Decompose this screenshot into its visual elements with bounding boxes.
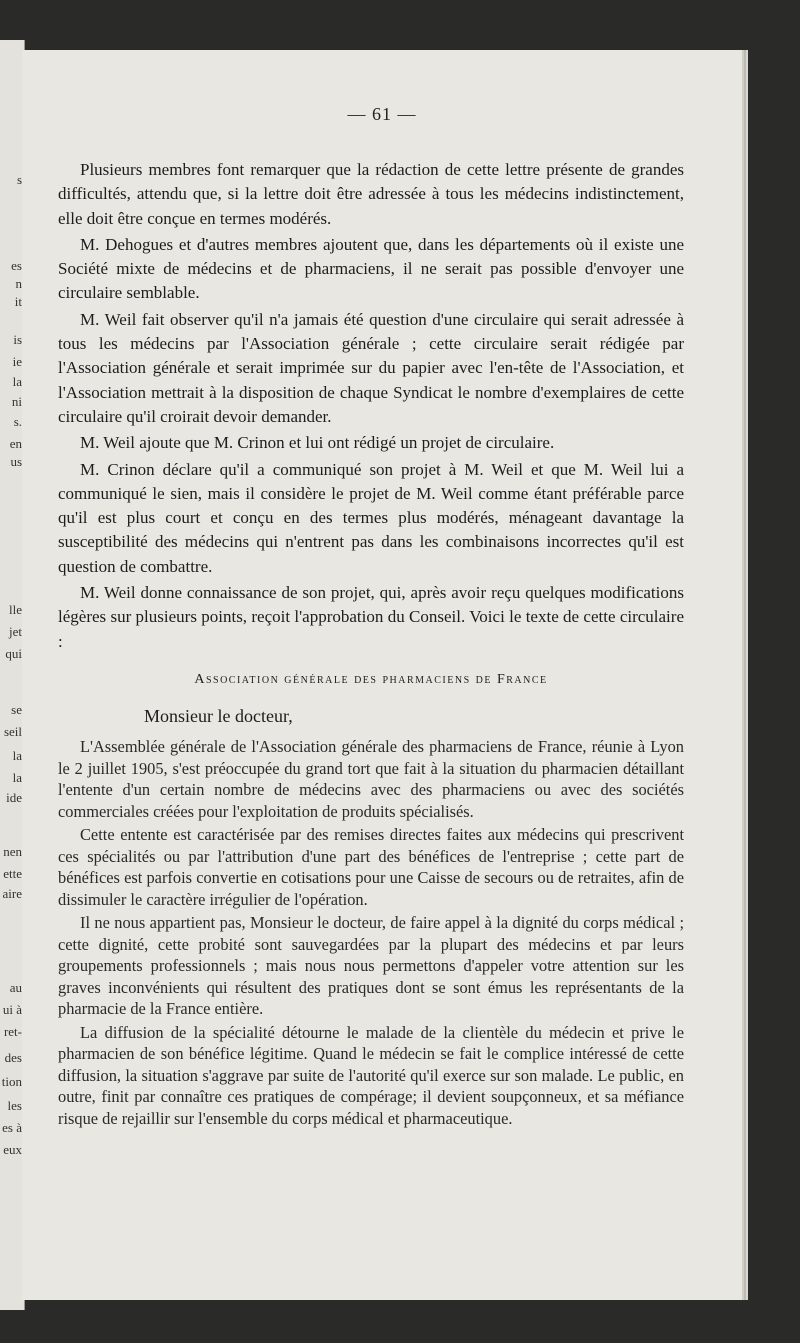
circular-text [58, 736, 684, 1131]
fragment: la [12, 748, 22, 763]
fragment: is [13, 332, 22, 347]
fragment: es [11, 258, 22, 273]
circular-paragraph: Cette entente est caractérisée par des remises directes faites aux médecins qui prescrivent ces spécialités ou par l'attribution d'une part des bénéfices de l'entreprise ; cette part de bénéfices est parfois convertie en cotisations pour une Caisse de secours ou de retraites, afin de dissimuler le caractère irrégulier de l'opération. [58, 825, 684, 909]
circular-paragraph: La diffusion de la spécialité détourne le malade de la clientèle du médecin et prive le pharmacien de son bénéfice légitime. Quand le médecin se fait le complice intéressé de cette diffusion, la situation s'aggrave par suite de l'autorité qu'il exerce sur son malade. Le public, en outre, finit par connaître ces pratiques de compérage; il devient soupçonneux, et sa méfiance risque de rejaillir sur l'ensemble du corps médical et pharmaceutique. [58, 1022, 684, 1128]
fragment: ui à [2, 1002, 22, 1017]
fragment: nen [3, 844, 22, 859]
page-number: — 61 — [347, 104, 417, 124]
circular-paragraph: L'Assemblée générale de l'Association générale des pharmaciens de France, réunie à Lyon le 2 juillet 1905, s'est préoccupée du grand tort que fait à la situation du pharmacien détaillant l'entente d'un certain nombre de médecins avec des pharmaciens ou avec des sociétés commerciales créées pour l'exploitation de produits spécialisés. [58, 737, 684, 821]
fragment: jet [9, 624, 22, 639]
fragment: es à [2, 1120, 22, 1135]
fragment: ie [12, 354, 22, 369]
fragment: aire [2, 886, 22, 901]
paragraph: M. Crinon déclare qu'il a communiqué son projet à M. Weil et que M. Weil lui a communiqué le sien, mais il considère le projet de M. Weil comme étant préférable parce qu'il est plus court et conçu en des termes plus modérés, ménageant davantage la susceptibilité des médecins qui n'entrent pas dans les combinaisons incorrectes qu'il est question de combattre. [58, 459, 684, 576]
fragment: eux [3, 1142, 22, 1157]
fragment: qui [5, 646, 22, 661]
salutation: Monsieur le docteur, [144, 706, 293, 726]
fragment: us [10, 454, 22, 469]
paragraph: Plusieurs membres font remarquer que la rédaction de cette lettre présente de grandes difficultés, attendu que, si la lettre doit être adressée à tous les médecins indistinctement, elle doit être conçue en termes modérés. [58, 160, 684, 228]
minutes-text [58, 158, 684, 656]
fragment: ide [6, 790, 22, 805]
fragment: s. [13, 414, 22, 429]
fragment: s [16, 172, 22, 187]
fragment: lle [9, 602, 22, 617]
paragraph: M. Weil fait observer qu'il n'a jamais été question d'une circulaire qui serait adressée à tous les médecins par l'Association générale ; cette circulaire serait rédigée par l'Association générale et serait imprimée sur du papier avec l'en-tête de l'Association, et l'Association mettrait à la disposition de chaque Syndicat le nombre d'exemplaires de cette circulaire qu'il croirait devoir demander. [58, 309, 684, 426]
fragment: la [12, 770, 22, 785]
circular-heading: Association générale des pharmaciens de France [194, 672, 548, 687]
fragment: la [12, 374, 22, 389]
fragment: les [7, 1098, 22, 1113]
fragment: seil [3, 724, 22, 739]
fragment: ette [3, 866, 22, 881]
circular-paragraph: Il ne nous appartient pas, Monsieur le docteur, de faire appel à la dignité du corps médical ; cette dignité, cette probité sont sauvegardées par la plupart des médecins et par leurs groupements professionnels ; mais nous nous permettons d'appeler votre attention sur les graves inconvénients qui résultent des pratiques dont se sont émus les représentants de la pharmacie de la France entière. [58, 913, 684, 1018]
fragment: ni [11, 394, 22, 409]
paragraph: M. Dehogues et d'autres membres ajoutent que, dans les départements où il existe une Société mixte de médecins et de pharmaciens, il ne serait pas possible d'envoyer une circulaire semblable. [58, 234, 684, 303]
fragment: se [11, 702, 22, 717]
paragraph: M. Weil ajoute que M. Crinon et lui ont rédigé un projet de circulaire. [80, 433, 555, 453]
fragment: n [15, 276, 22, 291]
fragment: tion [1, 1074, 22, 1089]
fragment: en [9, 436, 22, 451]
book-page [22, 50, 742, 1300]
fragment: des [4, 1050, 22, 1065]
fragment: au [9, 980, 22, 995]
paragraph: M. Weil donne connaissance de son projet, qui, après avoir reçu quelques modifications légères sur plusieurs points, reçoit l'approbation du Conseil. Voici le texte de cette circulaire : [58, 583, 684, 651]
fragment: ret- [3, 1024, 22, 1039]
fragment: it [14, 294, 22, 309]
